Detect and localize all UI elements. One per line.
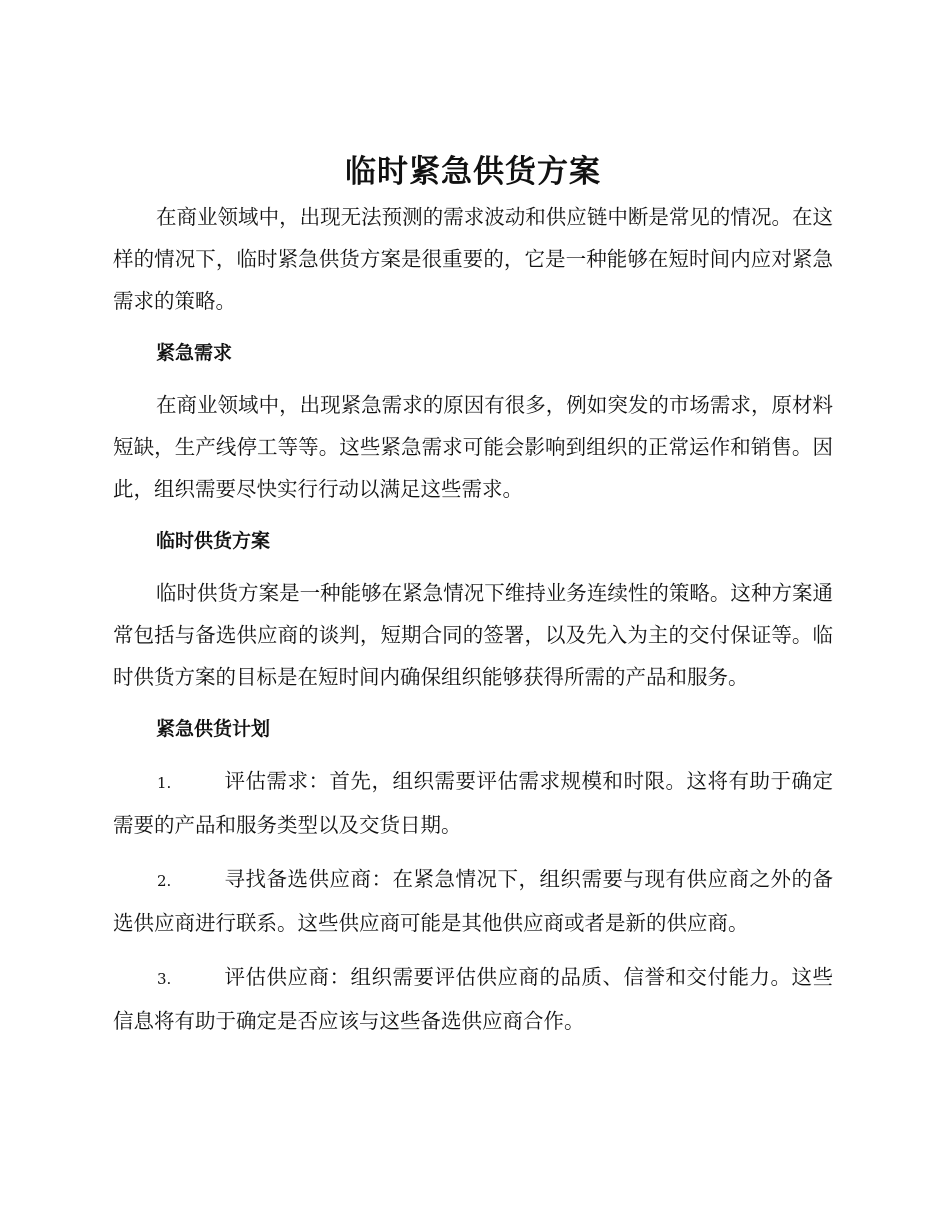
- section-heading-supply-plan: 紧急供货计划: [156, 718, 271, 740]
- section-heading-urgent-demand: 紧急需求: [156, 342, 233, 364]
- list-item-text: 寻找备选供应商：在紧急情况下，组织需要与现有供应商之外的备选供应商进行联系。这些供应商可能是其他供应商或者是新的供应商。: [113, 867, 833, 935]
- list-item: [113, 956, 833, 1042]
- section-body-urgent-demand: 在商业领域中，出现紧急需求的原因有很多，例如突发的市场需求，原材料短缺，生产线停工等等。这些紧急需求可能会影响到组织的正常运作和销售。因此，组织需要尽快实行行动以满足这些需求。: [113, 393, 833, 501]
- supply-plan-list: [113, 760, 833, 1042]
- document-page: [113, 150, 833, 1054]
- intro-paragraph: 在商业领域中，出现无法预测的需求波动和供应链中断是常见的情况。在这样的情况下，临时紧急供货方案是很重要的，它是一种能够在短时间内应对紧急需求的策略。: [113, 205, 833, 313]
- list-item-number: 2.: [157, 872, 172, 890]
- list-item-number: 3.: [157, 970, 172, 988]
- list-item-text: 评估需求：首先，组织需要评估需求规模和时限。这将有助于确定需要的产品和服务类型以及交货日期。: [113, 769, 833, 837]
- list-item: [113, 858, 833, 944]
- list-item-text: 评估供应商：组织需要评估供应商的品质、信誉和交付能力。这些信息将有助于确定是否应该与这些备选供应商合作。: [113, 965, 833, 1033]
- list-item: [113, 760, 833, 846]
- list-item-number: 1.: [157, 774, 172, 792]
- section-heading-temporary-supply: 临时供货方案: [156, 530, 271, 552]
- section-body-temporary-supply: 临时供货方案是一种能够在紧急情况下维持业务连续性的策略。这种方案通常包括与备选供应商的谈判，短期合同的签署，以及先入为主的交付保证等。临时供货方案的目标是在短时间内确保组织能够获得所需的产品和服务。: [113, 581, 833, 689]
- document-title: 临时紧急供货方案: [345, 154, 601, 190]
